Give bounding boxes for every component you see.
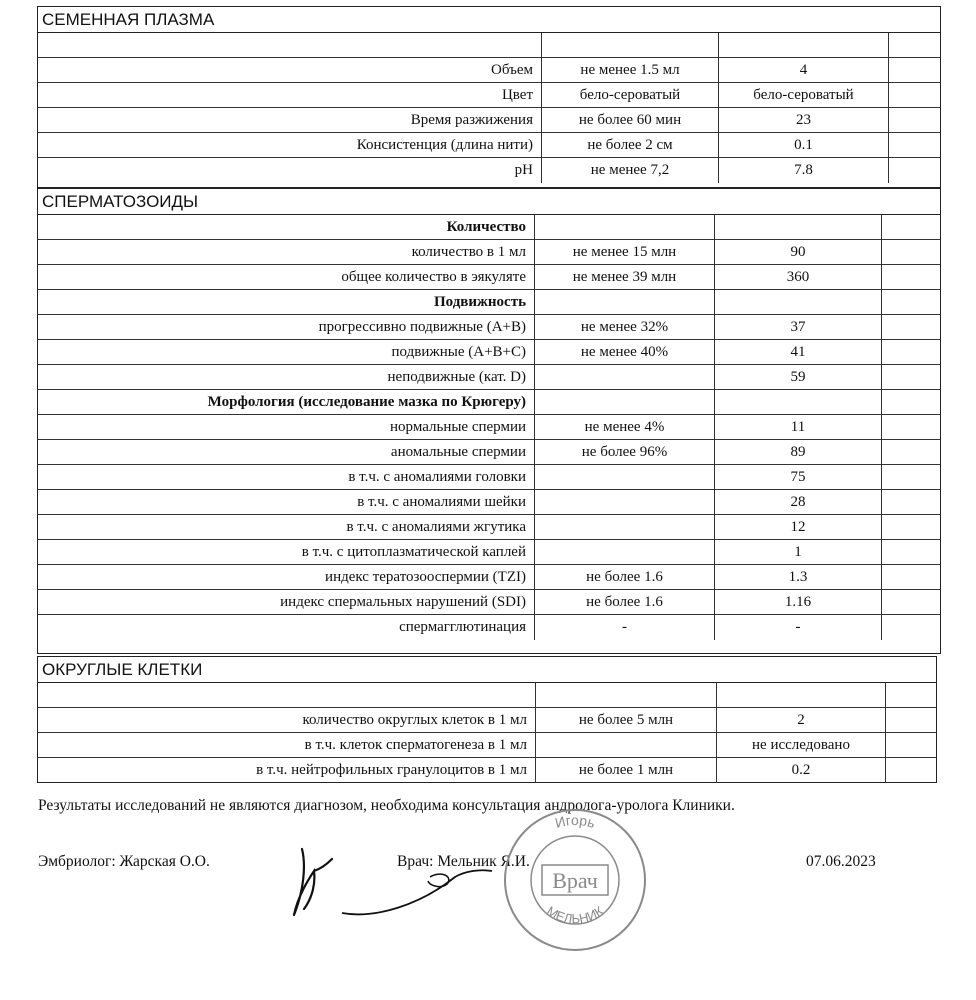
empty-cell	[889, 133, 940, 157]
result-value: 4	[719, 58, 889, 82]
table-row	[38, 590, 940, 615]
empty-cell	[886, 708, 936, 732]
result-value: 360	[715, 265, 882, 289]
table-row	[38, 390, 940, 415]
parameter-name: подвижные (A+B+C)	[38, 340, 535, 364]
table-row	[38, 415, 940, 440]
parameter-name: в т.ч. с аномалиями шейки	[38, 490, 535, 514]
result-value: 28	[715, 490, 882, 514]
reference-norm: не менее 4%	[535, 415, 715, 439]
reference-norm	[535, 390, 715, 414]
disclaimer-note: Результаты исследований не являются диагнозом, необходима консультация андролога-уролога Клиники.	[38, 797, 735, 814]
parameter-name	[38, 33, 542, 57]
reference-norm: не более 5 млн	[536, 708, 717, 732]
empty-cell	[886, 758, 936, 783]
table-row	[38, 758, 936, 783]
reference-norm	[542, 33, 719, 57]
result-value: 23	[719, 108, 889, 132]
result-value: 2	[717, 708, 886, 732]
parameter-name: в т.ч. нейтрофильных гранулоцитов в 1 мл	[38, 758, 536, 783]
reference-norm: не более 96%	[535, 440, 715, 464]
table-row	[38, 133, 940, 158]
empty-cell	[882, 465, 940, 489]
result-value: 1.16	[715, 590, 882, 614]
parameter-name: в т.ч. с цитоплазматической каплей	[38, 540, 535, 564]
section-title: СЕМЕННАЯ ПЛАЗМА	[38, 7, 940, 33]
results-table	[38, 215, 940, 640]
round-cells-section	[37, 656, 937, 783]
reference-norm: не менее 39 млн	[535, 265, 715, 289]
empty-cell	[882, 390, 940, 414]
reference-norm	[535, 215, 715, 239]
reference-norm	[535, 540, 715, 564]
parameter-name: Консистенция (длина нити)	[38, 133, 542, 157]
reference-norm: -	[535, 615, 715, 640]
parameter-name: индекс спермальных нарушений (SDI)	[38, 590, 535, 614]
empty-cell	[882, 215, 940, 239]
table-row	[38, 33, 940, 58]
result-value	[715, 215, 882, 239]
result-value	[715, 390, 882, 414]
reference-norm	[535, 365, 715, 389]
table-row	[38, 515, 940, 540]
empty-cell	[882, 590, 940, 614]
table-row	[38, 58, 940, 83]
reference-norm	[535, 465, 715, 489]
empty-cell	[882, 265, 940, 289]
handwritten-signature	[280, 835, 500, 930]
empty-cell	[882, 540, 940, 564]
result-value: 0.2	[717, 758, 886, 783]
reference-norm	[535, 515, 715, 539]
reference-norm: не менее 1.5 мл	[542, 58, 719, 82]
empty-cell	[889, 108, 940, 132]
result-value: 75	[715, 465, 882, 489]
parameter-name: Объем	[38, 58, 542, 82]
table-row	[38, 683, 936, 708]
result-value: 0.1	[719, 133, 889, 157]
empty-cell	[886, 733, 936, 757]
table-row	[38, 158, 940, 183]
parameter-name: аномальные спермии	[38, 440, 535, 464]
table-row	[38, 365, 940, 390]
parameter-name: pH	[38, 158, 542, 183]
reference-norm: не менее 15 млн	[535, 240, 715, 264]
table-row	[38, 708, 936, 733]
reference-norm	[535, 290, 715, 314]
parameter-name: количество в 1 мл	[38, 240, 535, 264]
table-row	[38, 490, 940, 515]
table-row	[38, 108, 940, 133]
table-row	[38, 83, 940, 108]
section-title: ОКРУГЛЫЕ КЛЕТКИ	[38, 657, 936, 683]
table-row	[38, 615, 940, 640]
result-value: бело-сероватый	[719, 83, 889, 107]
result-value: 37	[715, 315, 882, 339]
empty-cell	[882, 240, 940, 264]
result-value: 89	[715, 440, 882, 464]
svg-text:МЕЛЬНИК	[544, 903, 606, 926]
parameter-name: Количество	[38, 215, 535, 239]
table-row	[38, 465, 940, 490]
result-value: не исследовано	[717, 733, 886, 757]
table-row	[38, 265, 940, 290]
reference-norm: не более 1 млн	[536, 758, 717, 783]
stamp-ring-top-text: Игорь	[553, 812, 598, 831]
empty-cell	[889, 158, 940, 183]
table-row	[38, 340, 940, 365]
reference-norm	[535, 490, 715, 514]
reference-norm	[536, 683, 717, 707]
empty-cell	[882, 490, 940, 514]
parameter-name: нормальные спермии	[38, 415, 535, 439]
parameter-name: Подвижность	[38, 290, 535, 314]
empty-cell	[882, 515, 940, 539]
result-value	[715, 290, 882, 314]
reference-norm: не более 1.6	[535, 565, 715, 589]
empty-cell	[882, 365, 940, 389]
svg-text:Игорь	[553, 812, 597, 831]
parameter-name: прогрессивно подвижные (A+B)	[38, 315, 535, 339]
empty-cell	[882, 415, 940, 439]
table-row	[38, 440, 940, 465]
seminal-plasma-section	[37, 6, 941, 188]
parameter-name: индекс тератозооспермии (TZI)	[38, 565, 535, 589]
reference-norm: не менее 40%	[535, 340, 715, 364]
table-row	[38, 215, 940, 240]
doctor-name: Врач: Мельник Я.И.	[397, 853, 530, 870]
section-title: СПЕРМАТОЗОИДЫ	[38, 189, 940, 215]
empty-cell	[889, 83, 940, 107]
results-table	[38, 683, 936, 783]
reference-norm: не более 60 мин	[542, 108, 719, 132]
stamp-center-text: Врач	[552, 868, 598, 893]
table-row	[38, 315, 940, 340]
result-value: 1	[715, 540, 882, 564]
result-value: 90	[715, 240, 882, 264]
empty-cell	[886, 683, 936, 707]
result-value: 59	[715, 365, 882, 389]
result-value	[719, 33, 889, 57]
result-value: 11	[715, 415, 882, 439]
empty-cell	[889, 33, 940, 57]
table-row	[38, 565, 940, 590]
empty-cell	[882, 290, 940, 314]
result-value: 7.8	[719, 158, 889, 183]
table-row	[38, 540, 940, 565]
parameter-name: общее количество в эякуляте	[38, 265, 535, 289]
reference-norm: не менее 7,2	[542, 158, 719, 183]
table-row	[38, 290, 940, 315]
empty-cell	[889, 58, 940, 82]
parameter-name: в т.ч. с аномалиями головки	[38, 465, 535, 489]
result-value	[717, 683, 886, 707]
empty-cell	[882, 315, 940, 339]
parameter-name: в т.ч. с аномалиями жгутика	[38, 515, 535, 539]
embryologist-name: Эмбриолог: Жарская О.О.	[38, 853, 210, 870]
parameter-name: Время разжижения	[38, 108, 542, 132]
spermatozoa-section	[37, 188, 941, 654]
parameter-name: неподвижные (кат. D)	[38, 365, 535, 389]
parameter-name: спермагглютинация	[38, 615, 535, 640]
table-row	[38, 240, 940, 265]
empty-cell	[882, 440, 940, 464]
reference-norm	[536, 733, 717, 757]
reference-norm: не менее 32%	[535, 315, 715, 339]
parameter-name: в т.ч. клеток сперматогенеза в 1 мл	[38, 733, 536, 757]
parameter-name	[38, 683, 536, 707]
results-table	[38, 33, 940, 183]
reference-norm: не более 2 см	[542, 133, 719, 157]
parameter-name: количество округлых клеток в 1 мл	[38, 708, 536, 732]
stamp-ring-bottom-text: МЕЛЬНИК	[544, 903, 606, 927]
table-row	[38, 733, 936, 758]
reference-norm: не более 1.6	[535, 590, 715, 614]
result-value: 1.3	[715, 565, 882, 589]
empty-cell	[882, 340, 940, 364]
doctor-stamp	[500, 805, 650, 955]
empty-cell	[882, 615, 940, 640]
parameter-name: Цвет	[38, 83, 542, 107]
parameter-name: Морфология (исследование мазка по Крюгеру)	[38, 390, 535, 414]
result-value: -	[715, 615, 882, 640]
result-value: 41	[715, 340, 882, 364]
empty-cell	[882, 565, 940, 589]
result-value: 12	[715, 515, 882, 539]
reference-norm: бело-сероватый	[542, 83, 719, 107]
report-date: 07.06.2023	[806, 853, 876, 870]
